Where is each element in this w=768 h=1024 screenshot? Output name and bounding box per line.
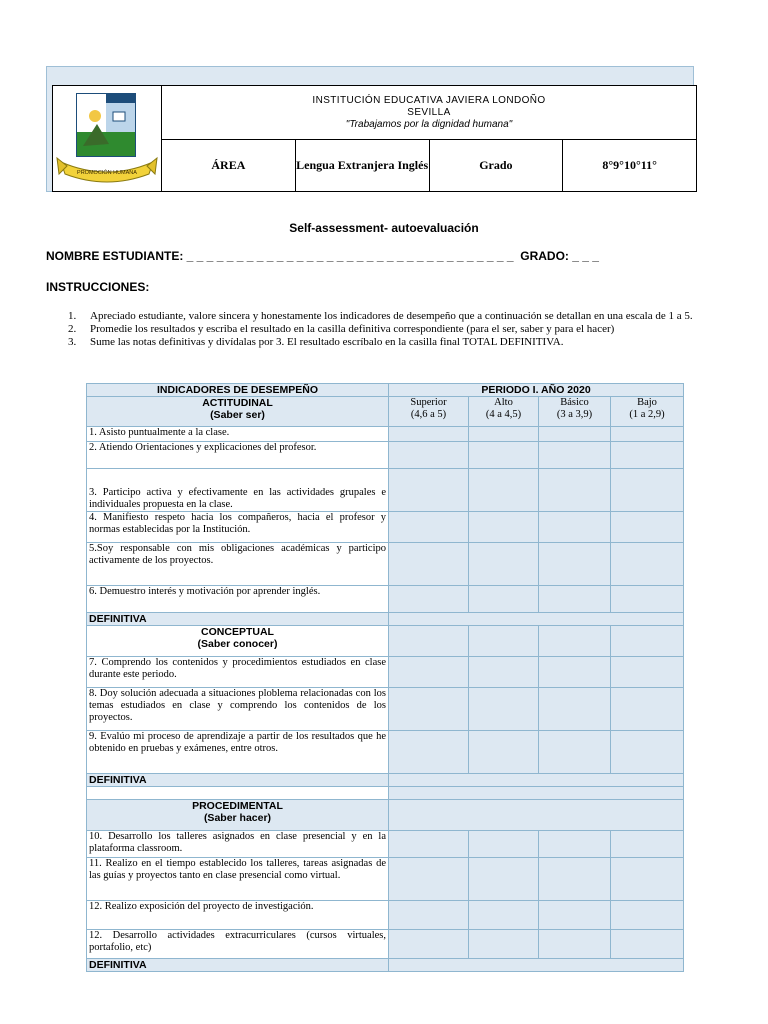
score-cell[interactable] [389, 543, 469, 586]
indicator-text: 5.Soy responsable con mis obligaciones académicas y participo activamente de los proyectos. [87, 543, 389, 586]
score-cell[interactable] [469, 901, 539, 930]
score-cell[interactable] [389, 512, 469, 543]
score-cell[interactable] [389, 442, 469, 469]
score-cell[interactable] [389, 731, 469, 774]
header-block [46, 66, 694, 192]
table-row [87, 512, 684, 543]
score-cell[interactable] [611, 469, 684, 512]
score-cell[interactable] [539, 469, 611, 512]
indicator-text: 1. Asisto puntualmente a la clase. [87, 427, 389, 442]
indicator-text: 2. Atiendo Orientaciones y explicaciones del profesor. [87, 442, 389, 469]
student-name-line: NOMBRE ESTUDIANTE: _ _ _ _ _ _ _ _ _ _ _ _ _ _ _ _ _ _ _ _ _ _ _ _ _ _ _ _ _ _ _ _ _ GRADO: _ _ _ [46, 249, 599, 263]
score-cell[interactable] [469, 657, 539, 688]
score-cell[interactable] [611, 543, 684, 586]
institution-city: SEVILLA [407, 106, 451, 118]
indicators-header: INDICADORES DE DESEMPEÑO [87, 384, 389, 397]
indicator-text: 10. Desarrollo los talleres asignados en clase presencial y en la plataforma classroom. [87, 831, 389, 858]
table-row [87, 901, 684, 930]
table-row [87, 469, 684, 512]
institution-motto: "Trabajamos por la dignidad humana" [345, 118, 513, 130]
instruction-item: 2. Promedie los resultados y escriba el resultado en la casilla definitiva correspondiente (para el ser, saber y para el hacer) [68, 323, 615, 335]
score-cell[interactable] [611, 858, 684, 901]
scale-basico: Básico (3 a 3,9) [539, 397, 611, 427]
score-cell[interactable] [469, 858, 539, 901]
score-cell[interactable] [539, 688, 611, 731]
score-cell[interactable] [611, 427, 684, 442]
score-cell[interactable] [539, 543, 611, 586]
score-cell[interactable] [611, 442, 684, 469]
indicator-text: 6. Demuestro interés y motivación por aprender inglés. [87, 586, 389, 613]
score-cell[interactable] [469, 586, 539, 613]
score-cell[interactable] [389, 901, 469, 930]
area-label: ÁREA [162, 140, 296, 192]
section-header-procedimental: PROCEDIMENTAL (Saber hacer) [87, 800, 389, 831]
score-cell[interactable] [611, 930, 684, 959]
indicator-text: 8. Doy solución adecuada a situaciones ploblema relacionadas con los temas estudiados en clase y comprendo los contenidos de los proyectos. [87, 688, 389, 731]
score-cell[interactable] [611, 731, 684, 774]
grado-value: 8°9°10°11° [563, 140, 697, 192]
scale-bajo: Bajo (1 a 2,9) [611, 397, 684, 427]
indicator-text: 3. Participo activa y efectivamente en las actividades grupales e individuales propuesta en la clase. [87, 469, 389, 512]
score-cell[interactable] [389, 469, 469, 512]
score-cell[interactable] [389, 930, 469, 959]
score-cell[interactable] [469, 543, 539, 586]
table-row [87, 657, 684, 688]
score-cell[interactable] [469, 427, 539, 442]
score-cell[interactable] [539, 586, 611, 613]
school-logo [53, 86, 162, 192]
table-row [87, 930, 684, 959]
score-cell[interactable] [389, 427, 469, 442]
definitiva-cell[interactable] [389, 613, 684, 626]
score-cell[interactable] [469, 688, 539, 731]
subject-name: Lengua Extranjera Inglés [295, 140, 429, 192]
score-cell[interactable] [539, 442, 611, 469]
scale-alto: Alto (4 a 4,5) [469, 397, 539, 427]
table-row [87, 586, 684, 613]
score-cell[interactable] [469, 831, 539, 858]
table-row [87, 831, 684, 858]
score-cell[interactable] [611, 657, 684, 688]
page-title: Self-assessment- autoevaluación [289, 221, 479, 235]
period-header: PERIODO I. AÑO 2020 [389, 384, 684, 397]
svg-text:PROMOCIÓN HUMANA: PROMOCIÓN HUMANA [77, 170, 137, 176]
score-cell[interactable] [539, 901, 611, 930]
indicator-text: 12. Desarrollo actividades extracurriculares (cursos virtuales, portafolio, etc) [87, 930, 389, 959]
school-crest-icon [53, 86, 161, 186]
score-cell[interactable] [389, 586, 469, 613]
scale-superior: Superior (4,6 a 5) [389, 397, 469, 427]
instruction-item: 1. Apreciado estudiante, valore sincera y honestamente los indicadores de desempeño que a continuación se detallan en una escala de 1 a 5. [68, 310, 693, 322]
table-row [87, 543, 684, 586]
indicator-text: 4. Manifiesto respeto hacia los compañeros, hacia el profesor y normas establecidas por la Institución. [87, 512, 389, 543]
table-row [87, 858, 684, 901]
definitiva-label: DEFINITIVA [87, 613, 389, 626]
definitiva-row [87, 774, 684, 787]
score-cell[interactable] [539, 427, 611, 442]
score-cell[interactable] [539, 512, 611, 543]
section-header-actitudinal: ACTITUDINAL (Saber ser) [87, 397, 389, 427]
score-cell[interactable] [611, 901, 684, 930]
score-cell[interactable] [611, 512, 684, 543]
indicator-text: 12. Realizo exposición del proyecto de investigación. [87, 901, 389, 930]
score-cell[interactable] [611, 688, 684, 731]
table-row [87, 427, 684, 442]
definitiva-row [87, 613, 684, 626]
score-cell[interactable] [389, 858, 469, 901]
score-cell[interactable] [469, 930, 539, 959]
assessment-table [86, 383, 684, 972]
instruction-item: 3. Sume las notas definitivas y divídalas por 3. El resultado escríbalo en la casilla final TOTAL DEFINITIVA. [68, 336, 564, 348]
score-cell[interactable] [539, 657, 611, 688]
header-table [52, 85, 697, 192]
score-cell[interactable] [539, 831, 611, 858]
definitiva-label: DEFINITIVA [87, 774, 389, 787]
score-cell[interactable] [469, 469, 539, 512]
score-cell[interactable] [539, 731, 611, 774]
score-cell[interactable] [389, 657, 469, 688]
section-header-conceptual: CONCEPTUAL (Saber conocer) [87, 626, 389, 657]
indicator-text: 7. Comprendo los contenidos y procedimientos estudiados en clase durante este periodo. [87, 657, 389, 688]
instructions-heading: INSTRUCCIONES: [46, 280, 150, 294]
table-row [87, 688, 684, 731]
table-row [87, 442, 684, 469]
definitiva-cell[interactable] [389, 774, 684, 787]
score-cell[interactable] [389, 688, 469, 731]
definitiva-row [87, 959, 684, 972]
instructions-list [68, 310, 712, 349]
score-cell[interactable] [469, 512, 539, 543]
indicator-text: 11. Realizo en el tiempo establecido los talleres, tareas asignadas de las guías y proyectos tanto en clase presencial como virtual. [87, 858, 389, 901]
grado-label: Grado [429, 140, 563, 192]
score-cell[interactable] [469, 442, 539, 469]
score-cell[interactable] [539, 930, 611, 959]
definitiva-label: DEFINITIVA [87, 959, 389, 972]
indicator-text: 9. Evalúo mi proceso de aprendizaje a partir de los resultados que he obtenido en pruebas y exámenes, entre otros. [87, 731, 389, 774]
institution-cell [162, 86, 697, 140]
score-cell[interactable] [469, 731, 539, 774]
score-cell[interactable] [611, 831, 684, 858]
definitiva-cell[interactable] [389, 959, 684, 972]
institution-name: INSTITUCIÓN EDUCATIVA JAVIERA LONDOÑO [312, 94, 546, 106]
score-cell[interactable] [611, 586, 684, 613]
score-cell[interactable] [539, 858, 611, 901]
table-row [87, 731, 684, 774]
score-cell[interactable] [389, 831, 469, 858]
